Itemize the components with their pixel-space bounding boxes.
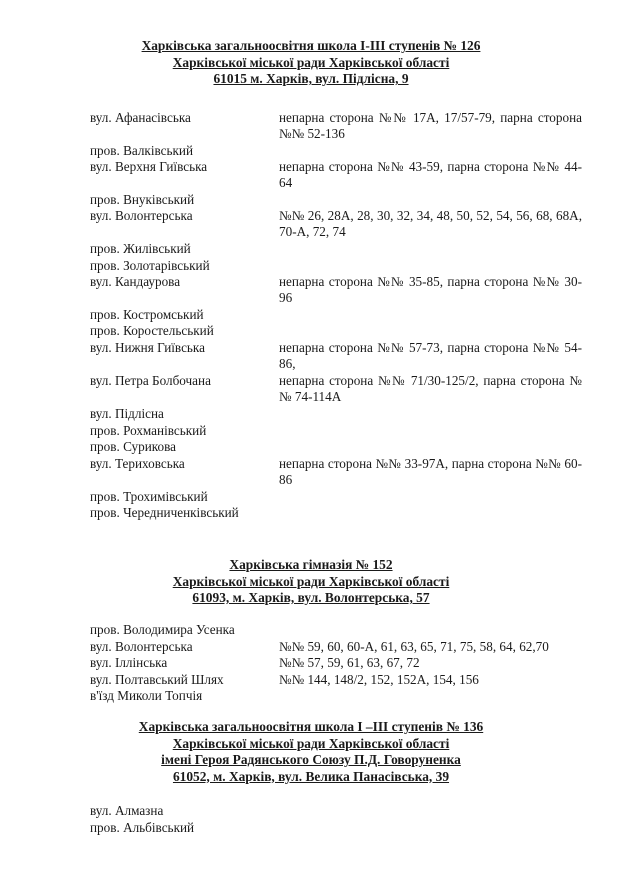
street-name: пров. Володимира Усенка <box>90 622 235 637</box>
street-name: пров. Сурикова <box>90 439 177 454</box>
house-numbers: №№ 26, 28А, 28, 30, 32, 34, 48, 50, 52, 54, 56, 68, 68А, 70-А, 72, 74 <box>279 208 582 240</box>
house-numbers: №№ 57, 59, 61, 63, 67, 72 <box>279 655 420 670</box>
house-numbers: непарна сторона №№ 57-73, парна сторона №№ 54-86, <box>279 340 582 372</box>
street-name: пров. Трохимівський <box>90 489 208 504</box>
house-numbers: №№ 59, 60, 60-А, 61, 63, 65, 71, 75, 58, 64, 62,70 <box>279 639 549 654</box>
school-136-title-line-1: Харківська загальноосвітня школа І –ІІІ ступенів № 136 <box>138 719 484 734</box>
gymnasium-152-title-line-2: Харківської міської ради Харківської області <box>172 573 450 589</box>
house-numbers: непарна сторона №№ 43-59, парна сторона №№ 44-64 <box>279 159 582 191</box>
school-126-title-line-2: Харківської міської ради Харківської області <box>172 54 450 70</box>
gymnasium-152-heading <box>0 557 622 607</box>
school-126-title-line-3: 61015 м. Харків, вул. Підлісна, 9 <box>213 71 409 86</box>
street-name: пров. Альбівський <box>90 820 195 835</box>
street-name: пров. Валківський <box>90 143 194 158</box>
school-136-title-line-4: 61052, м. Харків, вул. Велика Панасівська, 39 <box>172 768 450 784</box>
house-numbers: непарна сторона №№ 33-97А, парна сторона №№ 60-86 <box>279 456 582 488</box>
street-name: в'їзд Миколи Топчія <box>90 688 203 703</box>
house-numbers: непарна сторона №№ 17А, 17/57-79, парна сторона №№ 52-136 <box>279 110 582 142</box>
street-name: пров. Чередниченківський <box>90 505 239 520</box>
street-name: вул. Петра Болбочана <box>90 373 211 388</box>
street-name: пров. Внуківський <box>90 192 195 207</box>
school-136-heading <box>0 719 622 785</box>
street-name: вул. Нижня Гиївська <box>90 340 205 355</box>
house-numbers: №№ 144, 148/2, 152, 152А, 154, 156 <box>279 672 479 687</box>
street-name: вул. Кандаурова <box>90 274 181 289</box>
street-name: вул. Волонтерська <box>90 639 193 654</box>
street-name: вул. Алмазна <box>90 803 164 818</box>
street-name: вул. Афанасівська <box>90 110 191 125</box>
house-numbers: непарна сторона №№ 35-85, парна сторона №№ 30-96 <box>279 274 582 306</box>
school-136-title-line-3: імені Героя Радянського Союзу П.Д. Говоруненка <box>161 752 461 767</box>
gymnasium-152-title-line-1: Харківська гімназія № 152 <box>229 557 393 572</box>
street-name: вул. Підлісна <box>90 406 164 421</box>
school-136-title-line-2: Харківської міської ради Харківської області <box>172 735 450 751</box>
street-name: пров. Жилівський <box>90 241 191 256</box>
gymnasium-152-title-line-3: 61093, м. Харків, вул. Волонтерська, 57 <box>192 590 430 605</box>
street-name: пров. Коростельський <box>90 323 214 338</box>
school-126-heading <box>0 38 622 88</box>
house-numbers: непарна сторона №№ 71/30-125/2, парна сторона №№ 74-114А <box>279 373 582 405</box>
street-name: вул. Териховська <box>90 456 185 471</box>
street-name: пров. Костромський <box>90 307 204 322</box>
school-126-title-line-1: Харківська загальноосвітня школа І-ІІІ ступенів № 126 <box>141 38 481 53</box>
street-name: вул. Волонтерська <box>90 208 193 223</box>
street-name: пров. Рохманівський <box>90 423 207 438</box>
street-name: пров. Золотарівський <box>90 258 210 273</box>
street-name: вул. Іллінська <box>90 655 168 670</box>
street-name: вул. Полтавський Шлях <box>90 672 224 687</box>
street-name: вул. Верхня Гиївська <box>90 159 208 174</box>
